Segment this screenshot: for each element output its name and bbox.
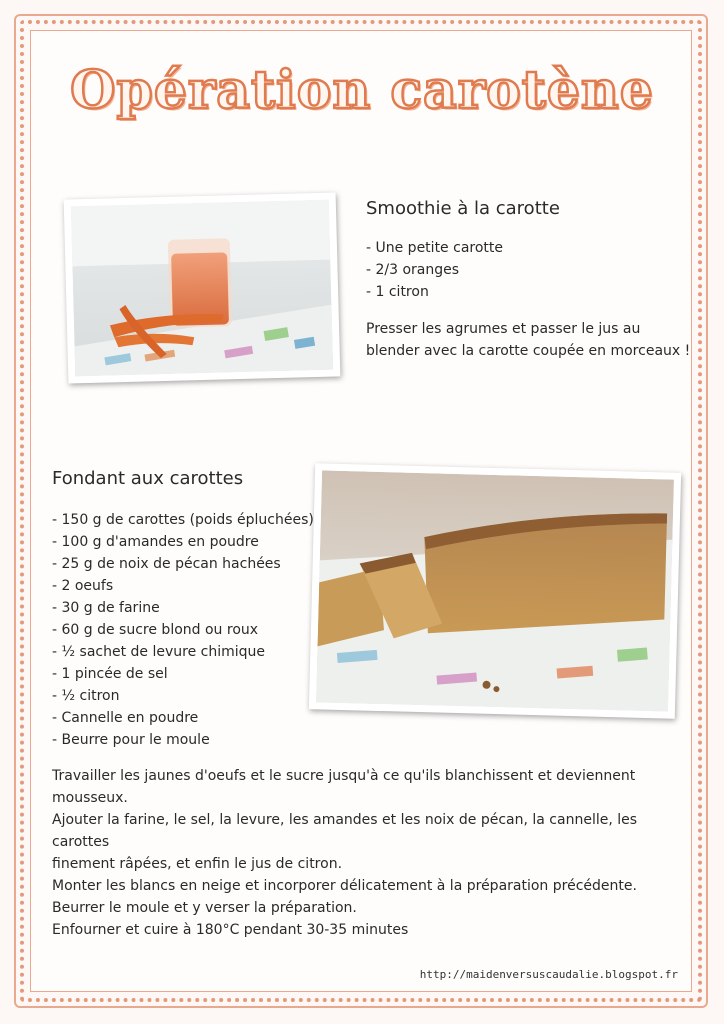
list-item: - ½ citron xyxy=(52,688,120,704)
fondant-method xyxy=(52,765,682,941)
page-title: Opération carotène xyxy=(70,60,654,121)
smoothie-method xyxy=(366,318,690,362)
smoothie-photo xyxy=(64,192,341,383)
method-line: Monter les blancs en neige et incorporer délicatement à la préparation précédente. xyxy=(52,878,637,894)
list-item: - 2/3 oranges xyxy=(366,262,460,278)
list-item: - 60 g de sucre blond ou roux xyxy=(52,622,259,638)
fondant-ingredients xyxy=(52,509,314,751)
method-line: Presser les agrumes et passer le jus au xyxy=(366,321,641,337)
method-line: mousseux. xyxy=(52,790,128,806)
list-item: - 2 oeufs xyxy=(52,578,114,594)
list-item: - Une petite carotte xyxy=(366,240,503,256)
fondant-heading: Fondant aux carottes xyxy=(52,468,244,489)
method-line: blender avec la carotte coupée en morceaux ! xyxy=(366,343,691,359)
method-line: finement râpées, et enfin le jus de citron. xyxy=(52,856,343,872)
method-line: Enfourner et cuire à 180°C pendant 30-35 minutes xyxy=(52,922,409,938)
list-item: - 100 g d'amandes en poudre xyxy=(52,534,259,550)
list-item: - 1 citron xyxy=(366,284,429,300)
list-item: - 150 g de carottes (poids épluchées) xyxy=(52,512,314,528)
source-url: http://maidenversuscaudalie.blogspot.fr xyxy=(419,968,678,981)
method-line: Ajouter la farine, le sel, la levure, les amandes et les noix de pécan, la cannelle, les carottes xyxy=(52,812,638,850)
smoothie-heading: Smoothie à la carotte xyxy=(366,198,560,219)
list-item: - 1 pincée de sel xyxy=(52,666,168,682)
fondant-photo xyxy=(309,463,681,718)
list-item: - ½ sachet de levure chimique xyxy=(52,644,266,660)
smoothie-ingredients xyxy=(366,237,503,303)
list-item: - 25 g de noix de pécan hachées xyxy=(52,556,281,572)
list-item: - Cannelle en poudre xyxy=(52,710,199,726)
list-item: - 30 g de farine xyxy=(52,600,160,616)
method-line: Beurrer le moule et y verser la préparation. xyxy=(52,900,357,916)
method-line: Travailler les jaunes d'oeufs et le sucre jusqu'à ce qu'ils blanchissent et deviennent xyxy=(52,768,636,784)
list-item: - Beurre pour le moule xyxy=(52,732,210,748)
